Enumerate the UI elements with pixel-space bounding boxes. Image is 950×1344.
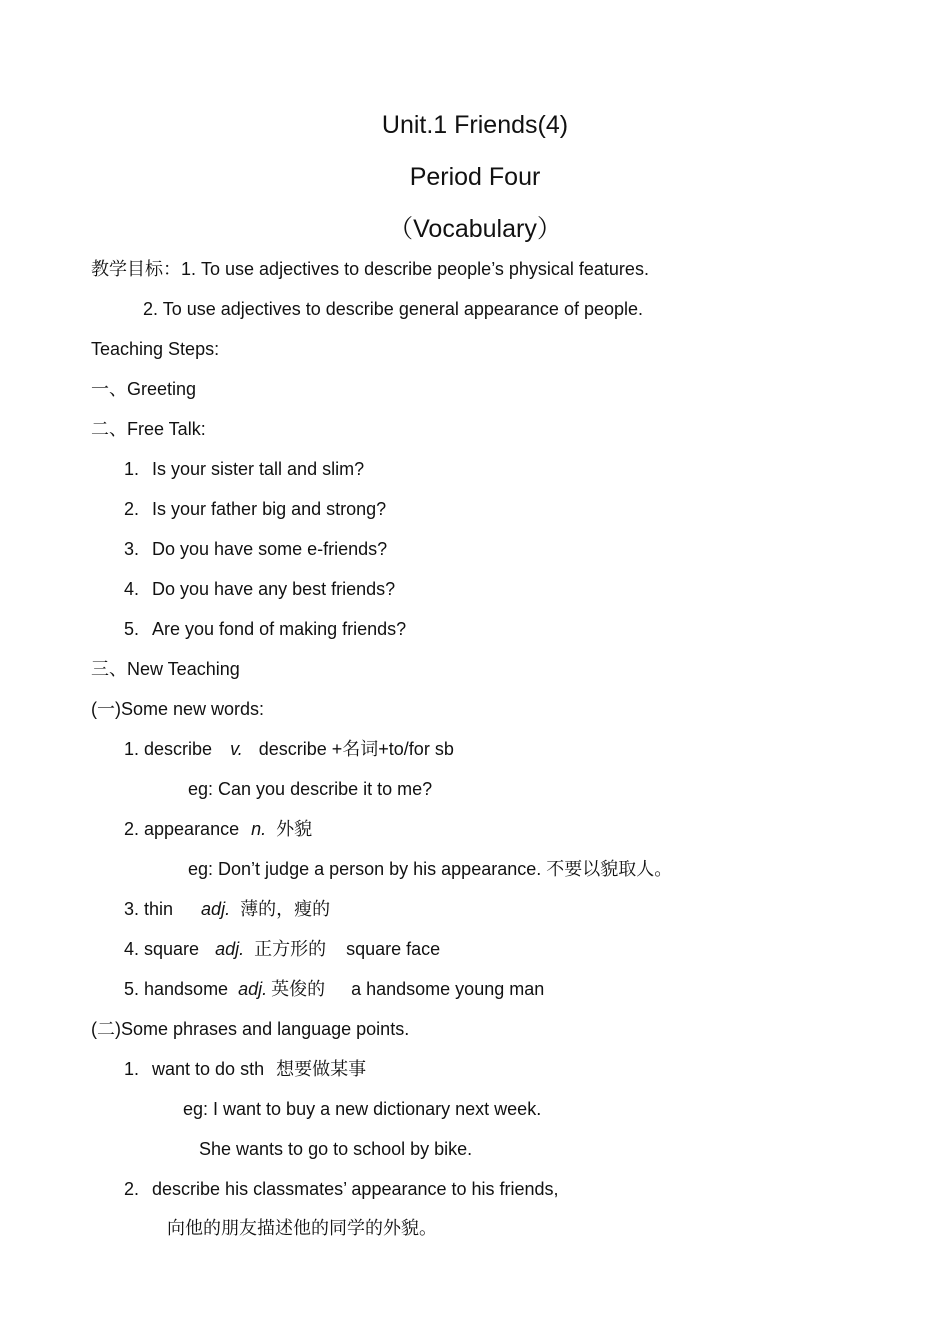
word-entry	[124, 898, 330, 921]
word-meaning: describe +名词+to/for sb	[258, 739, 454, 759]
word-pos: adj.	[238, 979, 268, 999]
phrase-translation: 向他的朋友描述他的同学的外貌。	[167, 1218, 437, 1239]
word-example: eg: Can you describe it to me?	[188, 779, 433, 799]
word-pos: v.	[230, 739, 243, 759]
objective-1: 1. To use adjectives to describe people’s physical features.	[181, 259, 649, 279]
word-head: 4. square	[124, 939, 200, 959]
word-meaning: 薄的，瘦的	[240, 899, 331, 920]
list-number: 1.	[124, 1059, 140, 1079]
phrase-text: want to do sth	[152, 1059, 265, 1079]
list-text: Do you have any best friends?	[152, 579, 396, 599]
phrase-example: She wants to go to school by bike.	[199, 1139, 473, 1159]
list-number: 4.	[124, 579, 140, 599]
phrase-entry	[124, 1058, 366, 1081]
word-head: 2. appearance	[124, 819, 240, 839]
phrase-translation: 想要做某事	[276, 1059, 367, 1080]
word-head: 5. handsome	[124, 979, 229, 999]
teaching-steps-heading: Teaching Steps:	[91, 339, 220, 359]
phrase-example: eg: I want to buy a new dictionary next week.	[183, 1099, 542, 1119]
word-collocation: square face	[346, 939, 441, 959]
list-number: 5.	[124, 619, 140, 639]
list-item	[124, 538, 387, 560]
list-number: 3.	[124, 539, 140, 559]
phrases-heading: (二)Some phrases and language points.	[91, 1019, 410, 1039]
list-text: Do you have some e-friends?	[152, 539, 388, 559]
word-entry	[124, 938, 440, 961]
new-words-heading: (一)Some new words:	[91, 699, 265, 719]
word-pos: n.	[251, 819, 267, 839]
list-item	[124, 578, 395, 600]
word-entry	[124, 738, 454, 760]
phrase-entry	[124, 1178, 559, 1200]
free-talk-heading: 二、Free Talk:	[91, 419, 206, 439]
word-pos: adj.	[215, 939, 245, 959]
word-meaning: 正方形的	[254, 939, 327, 960]
objective-2: 2. To use adjectives to describe general appearance of people.	[143, 299, 644, 319]
word-collocation: a handsome young man	[351, 979, 545, 999]
objectives-label: 教学目标：	[91, 259, 181, 280]
word-entry	[124, 978, 544, 1001]
list-text: Is your father big and strong?	[152, 499, 387, 519]
word-example: eg: Don’t judge a person by his appearance. 不要以貌取人。	[188, 859, 673, 879]
phrase-text: describe his classmates’ appearance to his friends,	[152, 1179, 559, 1199]
greeting-heading: 一、Greeting	[91, 379, 197, 399]
word-pos: adj.	[201, 899, 231, 919]
document-title: Unit.1 Friends(4)	[381, 111, 569, 139]
list-item	[124, 458, 364, 480]
word-meaning: 外貌	[276, 819, 313, 840]
list-item	[124, 618, 406, 640]
period-title: Period Four	[409, 163, 541, 191]
list-number: 2.	[124, 1179, 140, 1199]
list-number: 2.	[124, 499, 140, 519]
word-meaning: 英俊的	[271, 979, 326, 1000]
vocabulary-subtitle: （Vocabulary）	[388, 215, 562, 243]
new-teaching-heading: 三、New Teaching	[91, 659, 240, 679]
list-number: 1.	[124, 459, 140, 479]
word-head: 1. describe	[124, 739, 213, 759]
list-text: Are you fond of making friends?	[152, 619, 407, 639]
word-entry	[124, 818, 312, 841]
objective-line-1	[91, 258, 649, 281]
list-text: Is your sister tall and slim?	[152, 459, 365, 479]
word-head: 3. thin	[124, 899, 174, 919]
list-item	[124, 498, 386, 520]
